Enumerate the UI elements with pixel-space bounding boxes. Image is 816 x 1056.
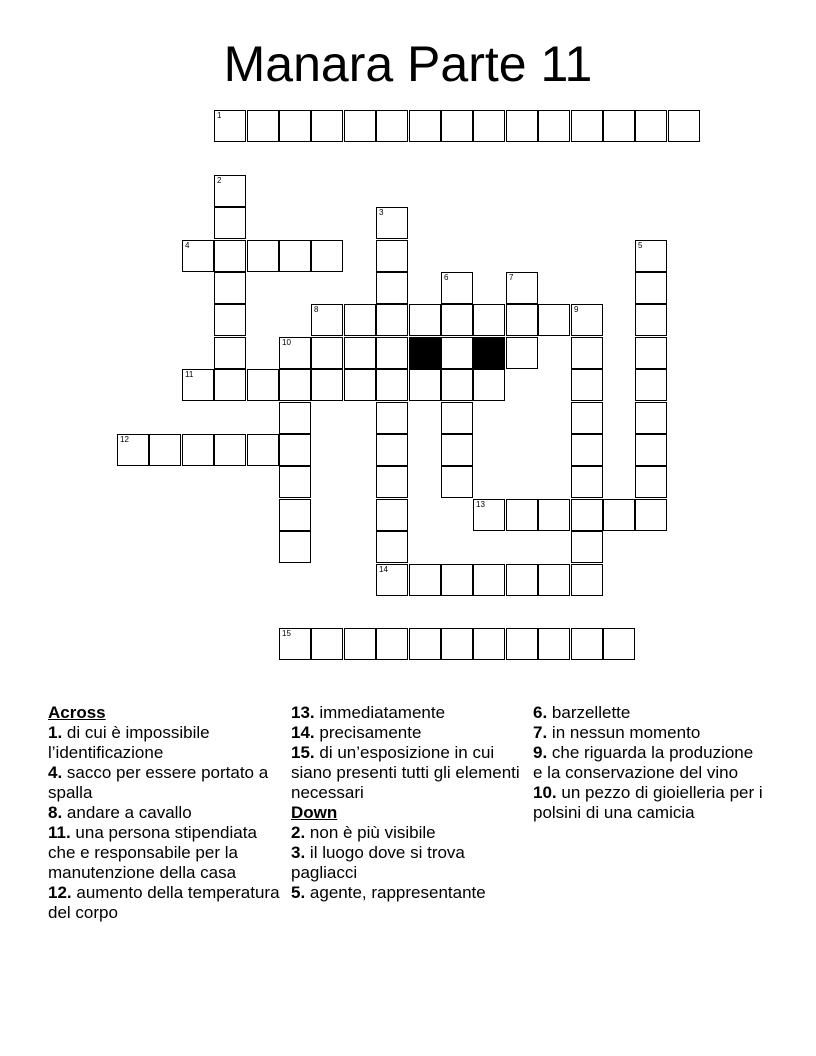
grid-cell[interactable] — [182, 434, 214, 466]
grid-cell[interactable] — [214, 369, 246, 401]
clue-across-14: 14. precisamente — [291, 723, 422, 742]
grid-block — [473, 337, 505, 369]
clue-across-15: 15. di un’esposizione in cui siano presenti tutti gli elementi necessari — [291, 743, 520, 802]
clue-across-11: 11. una persona stipendiata che e responsabile per la manutenzione della casa — [48, 823, 257, 882]
grid-cell[interactable] — [473, 369, 505, 401]
grid-cell[interactable] — [635, 304, 667, 336]
clue-number: 14 — [379, 565, 388, 574]
grid-cell[interactable] — [376, 564, 408, 596]
grid-cell[interactable] — [279, 110, 311, 142]
grid-cell[interactable] — [409, 369, 441, 401]
grid-cell[interactable] — [376, 402, 408, 434]
grid-cell[interactable] — [603, 110, 635, 142]
grid-cell[interactable] — [376, 499, 408, 531]
grid-cell[interactable] — [149, 434, 181, 466]
grid-cell[interactable] — [603, 499, 635, 531]
grid-cell[interactable] — [635, 337, 667, 369]
grid-cell[interactable] — [473, 628, 505, 660]
grid-cell[interactable] — [344, 304, 376, 336]
grid-cell[interactable] — [214, 175, 246, 207]
grid-cell[interactable] — [441, 434, 473, 466]
grid-cell[interactable] — [441, 369, 473, 401]
grid-cell[interactable] — [214, 337, 246, 369]
grid-cell[interactable] — [571, 466, 603, 498]
clue-number: 8 — [314, 305, 319, 314]
grid-cell[interactable] — [571, 369, 603, 401]
grid-cell[interactable] — [409, 304, 441, 336]
clue-number: 11 — [185, 370, 194, 379]
grid-cell[interactable] — [214, 207, 246, 239]
grid-cell[interactable] — [409, 628, 441, 660]
clue-across-1: 1. di cui è impossibile l’identificazione — [48, 723, 210, 762]
clue-down-3: 3. il luogo dove si trova pagliacci — [291, 843, 465, 882]
grid-cell[interactable] — [571, 628, 603, 660]
grid-cell[interactable] — [538, 304, 570, 336]
grid-cell[interactable] — [376, 110, 408, 142]
grid-cell[interactable] — [635, 272, 667, 304]
grid-cell[interactable] — [214, 434, 246, 466]
grid-cell[interactable] — [571, 499, 603, 531]
grid-cell[interactable] — [344, 110, 376, 142]
grid-cell[interactable] — [441, 564, 473, 596]
grid-cell[interactable] — [441, 272, 473, 304]
grid-cell[interactable] — [441, 337, 473, 369]
grid-block — [409, 337, 441, 369]
grid-cell[interactable] — [247, 369, 279, 401]
grid-cell[interactable] — [376, 304, 408, 336]
grid-cell[interactable] — [344, 337, 376, 369]
grid-cell[interactable] — [571, 402, 603, 434]
down-heading: Down — [291, 803, 338, 822]
grid-cell[interactable] — [279, 369, 311, 401]
grid-cell[interactable] — [279, 337, 311, 369]
grid-cell[interactable] — [376, 272, 408, 304]
clue-number: 15 — [282, 629, 291, 638]
clue-number: 13 — [476, 500, 485, 509]
clue-column-1 — [48, 703, 284, 923]
grid-cell[interactable] — [409, 564, 441, 596]
grid-cell[interactable] — [473, 110, 505, 142]
grid-cell[interactable] — [311, 240, 343, 272]
grid-cell[interactable] — [279, 434, 311, 466]
grid-cell[interactable] — [182, 369, 214, 401]
grid-cell[interactable] — [571, 564, 603, 596]
grid-cell[interactable] — [635, 466, 667, 498]
clue-column-3 — [533, 703, 763, 823]
clue-number: 10 — [282, 338, 291, 347]
grid-cell[interactable] — [635, 240, 667, 272]
grid-cell[interactable] — [538, 564, 570, 596]
grid-cell[interactable] — [279, 531, 311, 563]
grid-cell[interactable] — [409, 110, 441, 142]
clue-down-9: 9. che riguarda la produzione e la conservazione del vino — [533, 743, 754, 782]
grid-cell[interactable] — [376, 369, 408, 401]
grid-cell[interactable] — [214, 304, 246, 336]
grid-cell[interactable] — [311, 337, 343, 369]
grid-cell[interactable] — [279, 499, 311, 531]
grid-cell[interactable] — [571, 337, 603, 369]
clue-number: 2 — [217, 176, 222, 185]
grid-cell[interactable] — [441, 110, 473, 142]
clue-number: 12 — [120, 435, 129, 444]
clue-across-4: 4. sacco per essere portato a spalla — [48, 763, 269, 802]
grid-cell[interactable] — [376, 337, 408, 369]
grid-cell[interactable] — [506, 110, 538, 142]
grid-cell[interactable] — [279, 402, 311, 434]
grid-cell[interactable] — [279, 240, 311, 272]
clue-number: 5 — [638, 241, 643, 250]
grid-cell[interactable] — [441, 628, 473, 660]
grid-cell[interactable] — [376, 434, 408, 466]
grid-cell[interactable] — [506, 337, 538, 369]
grid-cell[interactable] — [376, 240, 408, 272]
grid-cell[interactable] — [311, 628, 343, 660]
grid-cell[interactable] — [506, 499, 538, 531]
grid-cell[interactable] — [214, 110, 246, 142]
grid-cell[interactable] — [635, 499, 667, 531]
grid-cell[interactable] — [506, 272, 538, 304]
clue-down-2: 2. non è più visibile — [291, 823, 436, 842]
grid-cell[interactable] — [376, 628, 408, 660]
grid-cell[interactable] — [538, 628, 570, 660]
grid-cell[interactable] — [214, 240, 246, 272]
grid-cell[interactable] — [635, 402, 667, 434]
grid-cell[interactable] — [441, 466, 473, 498]
grid-cell[interactable] — [506, 564, 538, 596]
grid-cell[interactable] — [376, 207, 408, 239]
clue-number: 9 — [574, 305, 579, 314]
grid-cell[interactable] — [668, 110, 700, 142]
clue-across-8: 8. andare a cavallo — [48, 803, 192, 822]
clue-number: 1 — [217, 111, 222, 120]
grid-cell[interactable] — [376, 466, 408, 498]
clue-down-10: 10. un pezzo di gioielleria per i polsini di una camicia — [533, 783, 763, 822]
grid-cell[interactable] — [506, 304, 538, 336]
grid-cell[interactable] — [473, 499, 505, 531]
grid-cell[interactable] — [311, 369, 343, 401]
clue-across-12: 12. aumento della temperatura del corpo — [48, 883, 280, 922]
grid-cell[interactable] — [635, 369, 667, 401]
grid-cell[interactable] — [603, 628, 635, 660]
grid-cell[interactable] — [473, 304, 505, 336]
grid-cell[interactable] — [571, 110, 603, 142]
grid-cell[interactable] — [441, 402, 473, 434]
clue-down-6: 6. barzellette — [533, 703, 631, 722]
grid-cell[interactable] — [247, 240, 279, 272]
clue-number: 4 — [185, 241, 190, 250]
clue-number: 6 — [444, 273, 449, 282]
grid-cell[interactable] — [538, 499, 570, 531]
grid-cell[interactable] — [344, 628, 376, 660]
clue-down-5: 5. agente, rappresentante — [291, 883, 486, 902]
grid-cell[interactable] — [344, 369, 376, 401]
page-title: Manara Parte 11 — [223, 36, 593, 92]
grid-cell[interactable] — [311, 304, 343, 336]
grid-cell[interactable] — [473, 564, 505, 596]
grid-cell[interactable] — [506, 628, 538, 660]
clue-number: 7 — [509, 273, 514, 282]
grid-cell[interactable] — [279, 628, 311, 660]
grid-cell[interactable] — [571, 434, 603, 466]
grid-cell[interactable] — [571, 531, 603, 563]
clue-column-2 — [291, 703, 523, 903]
clue-across-13: 13. immediatamente — [291, 703, 446, 722]
across-heading: Across — [48, 703, 106, 722]
grid-cell[interactable] — [441, 304, 473, 336]
grid-cell[interactable] — [311, 110, 343, 142]
grid-cell[interactable] — [571, 304, 603, 336]
clue-number: 3 — [379, 208, 384, 217]
grid-cell[interactable] — [635, 110, 667, 142]
grid-cell[interactable] — [182, 240, 214, 272]
grid-cell[interactable] — [247, 434, 279, 466]
grid-cell[interactable] — [117, 434, 149, 466]
grid-cell[interactable] — [538, 110, 570, 142]
grid-cell[interactable] — [635, 434, 667, 466]
grid-cell[interactable] — [279, 466, 311, 498]
grid-cell[interactable] — [376, 531, 408, 563]
grid-cell[interactable] — [247, 110, 279, 142]
grid-cell[interactable] — [214, 272, 246, 304]
clue-down-7: 7. in nessun momento — [533, 723, 701, 742]
